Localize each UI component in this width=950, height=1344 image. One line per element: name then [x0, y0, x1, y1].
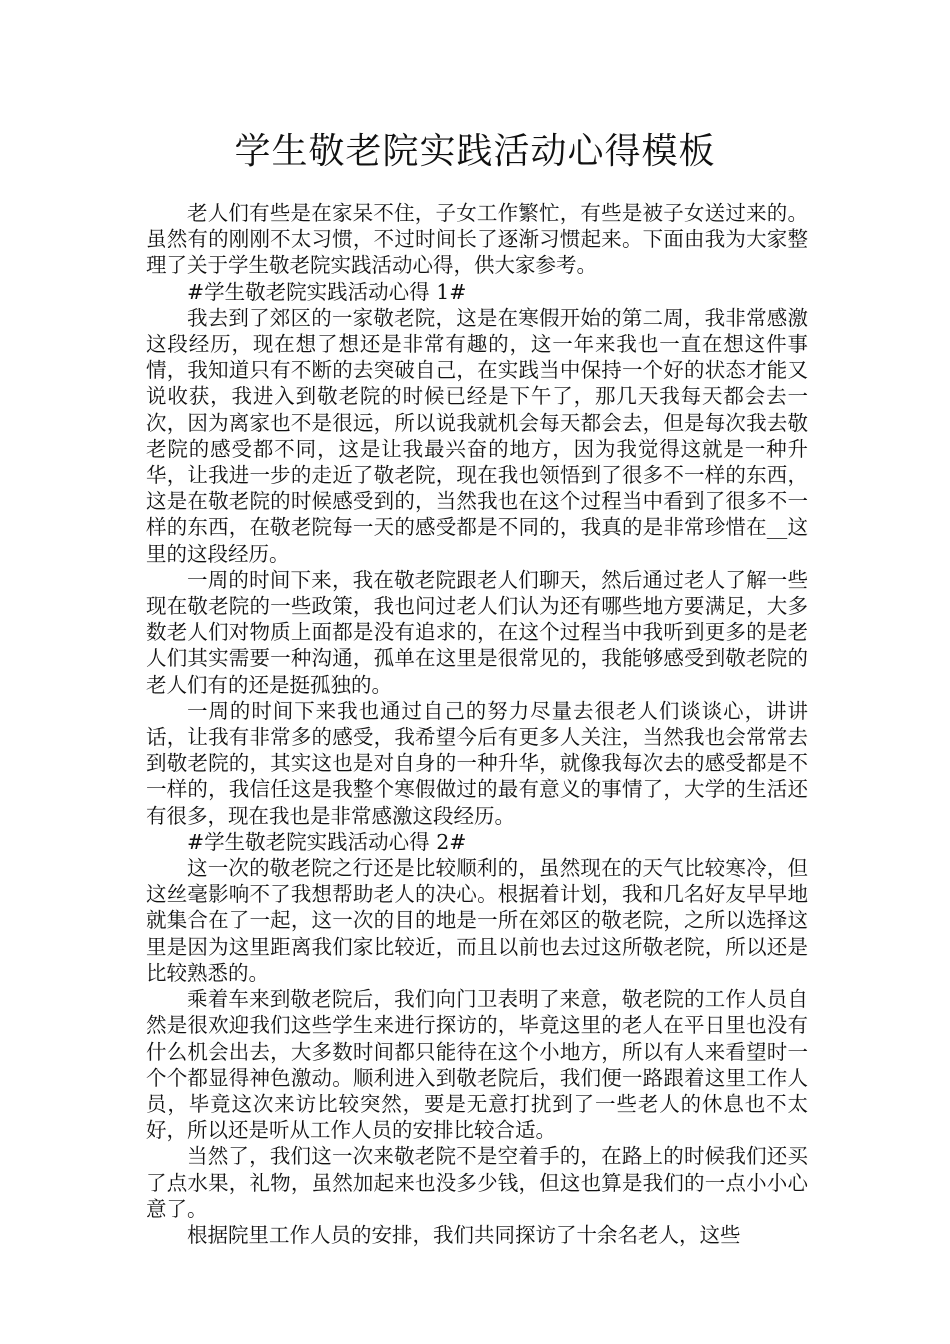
- paragraph: 一周的时间下来，我在敬老院跟老人们聊天，然后通过老人了解一些现在敬老院的一些政策，我也问过老人们认为还有哪些地方要满足，大多数老人们对物质上面都是没有追求的，在这个过程当中我听到更多的是老人们其实需要一种沟通，孤单在这里是很常见的，我能够感受到敬老院的老人们有的还是挺孤独的。: [146, 567, 808, 697]
- paragraph: 这一次的敬老院之行还是比较顺利的，虽然现在的天气比较寒冷，但这丝毫影响不了我想帮助老人的决心。根据着计划，我和几名好友早早地就集合在了一起，这一次的目的地是一所在郊区的敬老院，之所以选择这里是因为这里距离我们家比较近，而且以前也去过这所敬老院，所以还是比较熟悉的。: [146, 856, 808, 985]
- paragraph: 根据院里工作人员的安排，我们共同探访了十余名老人，这些: [187, 1222, 741, 1247]
- section-heading-1: #学生敬老院实践活动心得 1#: [187, 279, 467, 304]
- paragraph: 我去到了郊区的一家敬老院，这是在寒假开始的第二周，我非常感激这段经历，现在想了想还是非常有趣的，这一年来我也一直在想这件事情，我知道只有不断的去突破自己，在实践当中保持一个好的状态才能又说收获，我进入到敬老院的时候已经是下午了，那几天我每天都会去一次，因为离家也不是很远，所以说我就机会每天都会去，但是每次我去敬老院的感受都不同，这是让我最兴奋的地方，因为我觉得这就是一种升华，让我进一步的走近了敬老院，现在我也领悟到了很多不一样的东西，这是在敬老院的时候感受到的，当然我也在这个过程当中看到了很多不一样的东西，在敬老院每一天的感受都是不同的，我真的是非常珍惜在__这里的这段经历。: [146, 305, 808, 566]
- paragraph: 当然了，我们这一次来敬老院不是空着手的，在路上的时候我们还买了点水果，礼物，虽然加起来也没多少钱，但这也算是我们的一点小小心意了。: [146, 1144, 808, 1221]
- paragraph: 一周的时间下来我也通过自己的努力尽量去很老人们谈谈心，讲讲话，让我有非常多的感受，我希望今后有更多人关注，当然我也会常常去到敬老院的，其实这也是对自身的一种升华，就像我每次去的感受都是不一样的，我信任这是我整个寒假做过的最有意义的事情了，大学的生活还有很多，现在我也是非常感激这段经历。: [146, 698, 808, 828]
- document-body: [146, 200, 808, 1248]
- section-heading-2: #学生敬老院实践活动心得 2#: [187, 829, 467, 854]
- paragraph: 乘着车来到敬老院后，我们向门卫表明了来意，敬老院的工作人员自然是很欢迎我们这些学生来进行探访的，毕竟这里的老人在平日里也没有什么机会出去，大多数时间都只能待在这个小地方，所以有人来看望时一个个都显得神色激动。顺利进入到敬老院后，我们便一路跟着这里工作人员，毕竟这次来访比较突然，要是无意打扰到了一些老人的休息也不太好，所以还是听从工作人员的安排比较合适。: [146, 987, 808, 1143]
- document-title: 学生敬老院实践活动心得模板: [234, 131, 716, 172]
- paragraph-intro: 老人们有些是在家呆不住，子女工作繁忙，有些是被子女送过来的。虽然有的刚刚不太习惯，不过时间长了逐渐习惯起来。下面由我为大家整理了关于学生敬老院实践活动心得，供大家参考。: [146, 201, 808, 278]
